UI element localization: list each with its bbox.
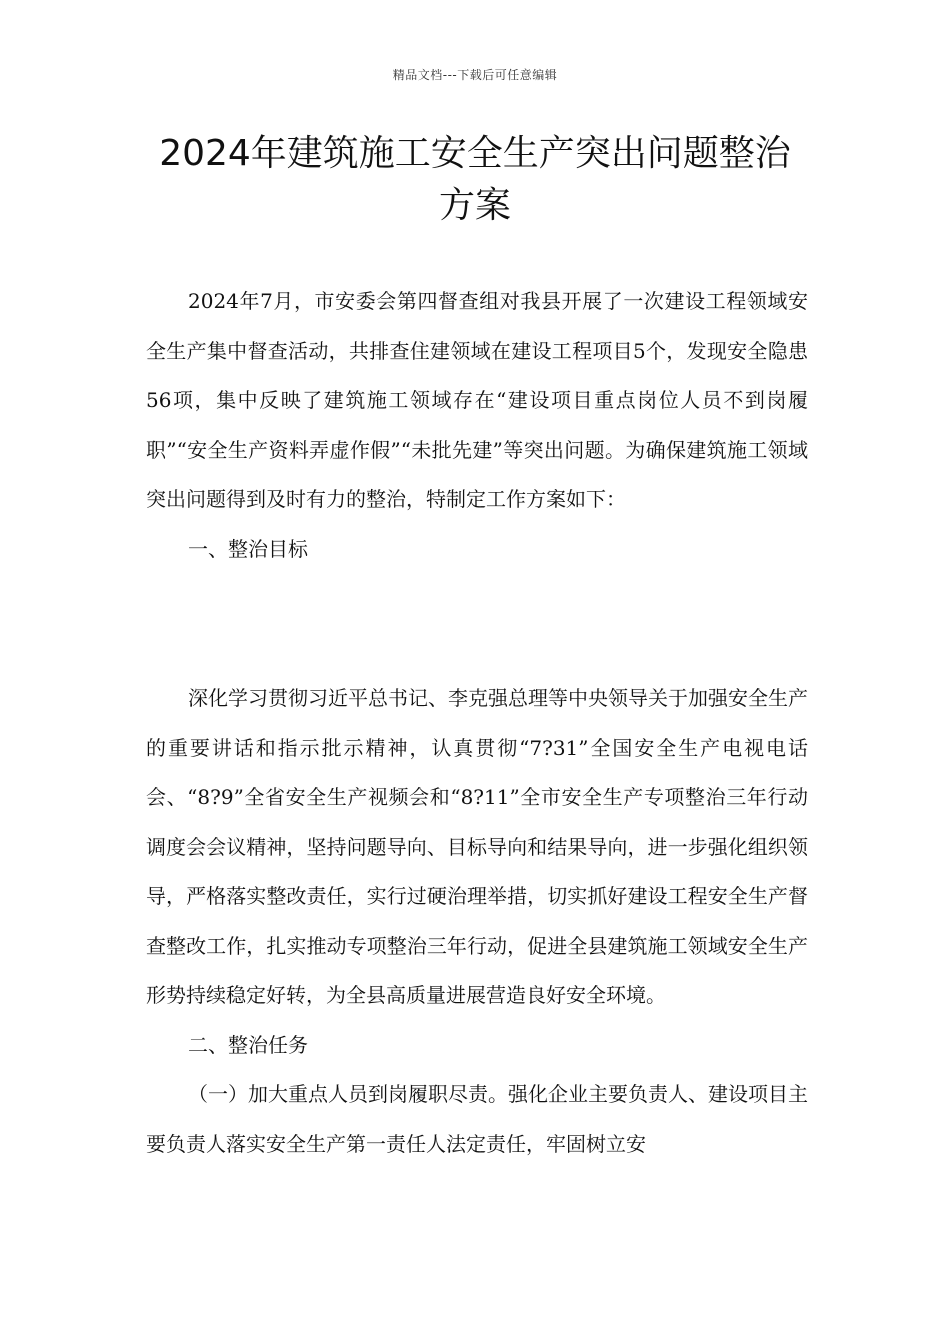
section-heading-goals: 一、整治目标: [188, 536, 308, 561]
section-heading-tasks: 二、整治任务: [188, 1032, 308, 1057]
goals-paragraph: 深化学习贯彻习近平总书记、李克强总理等中央领导关于加强安全生产的重要讲话和指示批示精神，认真贯彻“7?31”全国安全生产电视电话会、“8?9”全省安全生产视频会和“8?11”全市安全生产专项整治三年行动调度会会议精神，坚持问题导向、目标导向和结果导向，进一步强化组织领导，严格落实整改责任，实行过硬治理举措，切实抓好建设工程安全生产督查整改工作，扎实推动专项整治三年行动，促进全县建筑施工领域安全生产形势持续稳定好转，为全县高质量进展营造良好安全环境。: [146, 686, 808, 1007]
task-item-1-paragraph: （一）加大重点人员到岗履职尽责。强化企业主要负责人、建设项目主要负责人落实安全生产第一责任人法定责任，牢固树立安: [146, 1082, 808, 1156]
page-header: 精品文档---下载后可任意编辑: [392, 68, 558, 82]
document-title: [120, 128, 830, 232]
title-line-1: 2024年建筑施工安全生产突出问题整治: [159, 133, 791, 174]
document-body-top: [146, 277, 808, 574]
intro-paragraph: 2024年7月，市安委会第四督查组对我县开展了一次建设工程领域安全生产集中督查活动，共排查住建领域在建设工程项目5个，发现安全隐患56项，集中反映了建筑施工领域存在“建设项目重点岗位人员不到岗履职”“安全生产资料弄虚作假”“未批先建”等突出问题。为确保建筑施工领域突出问题得到及时有力的整治，特制定工作方案如下：: [146, 289, 808, 511]
title-line-2: 方案: [438, 185, 511, 226]
document-body-bottom: [146, 674, 808, 1169]
